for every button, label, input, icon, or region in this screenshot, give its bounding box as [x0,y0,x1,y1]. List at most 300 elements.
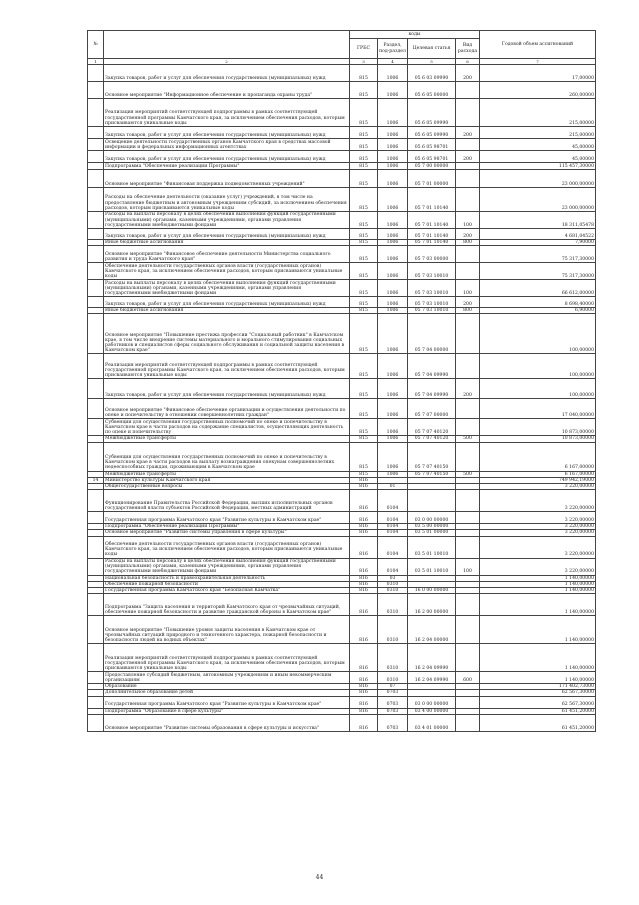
row-section: 0310 [378,644,408,672]
row-vr: 200 [456,297,480,308]
row-vr [456,594,480,616]
row-grbs: 815 [350,280,378,297]
row-vr: 500 [456,436,480,442]
row-amount: 260,00000 [480,82,596,99]
table-row [88,594,596,616]
row-section: 1006 [378,127,408,139]
row-name: Основное мероприятие "Финансовое обеспечение организации и осуществления деятельности по опеке и попечительству в отношении совершеннолетних граждан" [104,399,350,419]
row-section: 03 [378,575,408,581]
row-vr: 200 [456,379,480,399]
row-name: Закупка товаров, работ и услуг для обеспечения государственных (муниципальных) нужд [104,65,350,82]
row-target: 05 7 07 40150 [408,442,456,471]
row-name: Межбюджетные трансферты [104,436,350,442]
row-amount: 215,00000 [480,99,596,127]
row-section: 0703 [378,708,408,714]
row-target: 05 6 05 98701 [408,139,456,151]
column-number: 2 [104,59,350,65]
row-target: 03 5 01 00000 [408,530,456,536]
row-target: 03 5 01 10010 [408,536,456,558]
row-amount: 3 220,00000 [480,512,596,524]
row-number [88,297,104,308]
row-target: 16 0 00 00000 [408,588,456,594]
row-vr: 200 [456,127,480,139]
row-name: Предоставление субсидий бюджетным, автономным учреждениям и иным некоммерческим организациям [104,672,350,684]
row-target: 05 7 01 10140 [408,212,456,229]
row-target: 05 7 03 10010 [408,263,456,280]
table-row [88,379,596,399]
row-number [88,714,104,731]
table-row [88,314,596,354]
row-target: 05 7 04 00000 [408,314,456,354]
row-section: 0104 [378,490,408,512]
row-grbs: 815 [350,354,378,379]
table-row [88,442,596,471]
row-target: 05 7 07 40120 [408,436,456,442]
row-section: 1006 [378,436,408,442]
row-amount: 6 167,00000 [480,471,596,477]
row-number [88,354,104,379]
table-row [88,82,596,99]
row-vr [456,714,480,731]
row-grbs: 815 [350,263,378,280]
table-row [88,280,596,297]
row-number [88,170,104,188]
row-grbs: 815 [350,229,378,240]
row-vr [456,246,480,263]
row-amount: 7,90000 [480,240,596,246]
row-vr [456,644,480,672]
row-section: 0104 [378,512,408,524]
row-section: 1006 [378,419,408,436]
row-number [88,139,104,151]
table-row [88,263,596,280]
row-grbs: 815 [350,82,378,99]
row-target: 05 7 03 10010 [408,280,456,297]
row-grbs: 815 [350,436,378,442]
row-amount: 17 040,00000 [480,399,596,419]
row-name: Подпрограмма "Обеспечение реализации Программы" [104,524,350,530]
row-target [408,490,456,512]
row-name: Иные бюджетные ассигнования [104,240,350,246]
row-amount: 3 220,00000 [480,524,596,530]
table-row [88,212,596,229]
row-grbs: 815 [350,65,378,82]
table-row [88,558,596,575]
header-num: № [88,31,104,59]
row-vr [456,442,480,471]
budget-table [87,30,596,732]
row-target: 05 7 03 00000 [408,246,456,263]
row-number [88,379,104,399]
row-name: Основное мероприятие "Повышение уровня защиты населения в Камчатском крае от чрезвычайных ситуаций природного и техногенного характера, пожарной безопасности и безопасности людей на водных объектах" [104,616,350,644]
row-amount: 23 000,00000 [480,188,596,212]
row-grbs: 815 [350,314,378,354]
row-amount: 66 612,00000 [480,280,596,297]
row-amount: 4 681,04522 [480,229,596,240]
row-number [88,536,104,558]
row-amount: 100,00000 [480,354,596,379]
row-amount: 100,00000 [480,379,596,399]
row-amount: 3 220,00000 [480,558,596,575]
row-amount: 62 567,30000 [480,690,596,696]
column-number: 3 [350,59,378,65]
row-section: 1006 [378,442,408,471]
row-vr [456,419,480,436]
row-vr [456,354,480,379]
table-row [88,246,596,263]
row-number [88,442,104,471]
row-section: 1006 [378,297,408,308]
row-number [88,314,104,354]
row-grbs: 816 [350,708,378,714]
row-amount: 23 000,00000 [480,170,596,188]
row-name: Национальная безопасность и правоохранительная деятельность [104,575,350,581]
row-name: Расходы на выплаты персоналу в целях обеспечения выполнения функций государственными (муниципальными) органами, казенными учреждениями, органами управления государственными внебюджетными фондами [104,212,350,229]
row-target: 05 6 05 09990 [408,99,456,127]
row-amount: 1 140,00000 [480,616,596,644]
table-header [88,31,596,65]
row-target: 05 6 05 98701 [408,151,456,163]
row-section: 0703 [378,696,408,708]
table-row [88,151,596,163]
row-target: 05 7 00 00000 [408,163,456,170]
page-number: 44 [315,874,324,881]
row-name: Функционирование Правительства Российской Федерации, высших исполнительных органов государственной власти субъектов Российской Федерации, местных администраций [104,490,350,512]
row-number: 14 [88,477,104,483]
row-grbs: 816 [350,594,378,616]
row-vr: 200 [456,65,480,82]
row-name: Реализация мероприятий соответствующей подпрограммы в рамках соответствующей государственной программы Камчатского края, за исключением обеспечения расходов, которым присваиваются уникальные коды [104,354,350,379]
row-target: 05 6 05 00000 [408,82,456,99]
row-name: Министерство культуры Камчатского края [104,477,350,483]
row-target: 05 7 07 00000 [408,399,456,419]
row-section: 1006 [378,170,408,188]
row-section: 0104 [378,536,408,558]
row-target: 05 6 03 09990 [408,65,456,82]
row-amount: 18 311,05478 [480,212,596,229]
row-section: 1006 [378,354,408,379]
row-name: Иные бюджетные ассигнования [104,308,350,314]
row-grbs: 815 [350,442,378,471]
table-row [88,297,596,308]
row-name: Закупка товаров, работ и услуг для обеспечения государственных (муниципальных) нужд [104,297,350,308]
row-amount: 8 698,40000 [480,297,596,308]
row-amount: 6 167,00000 [480,442,596,471]
header-grbs: ГРБС [350,39,378,59]
row-target: 05 7 04 09990 [408,379,456,399]
row-name: Основное мероприятие "Финансовая поддержка подведомственных учреждений" [104,170,350,188]
table-row [88,65,596,82]
row-section: 0104 [378,530,408,536]
row-target: 03 5 00 00000 [408,524,456,530]
row-grbs: 815 [350,163,378,170]
column-number: 7 [480,59,596,65]
row-name: Образование [104,684,350,690]
row-grbs: 816 [350,588,378,594]
table-row [88,536,596,558]
row-grbs: 815 [350,188,378,212]
row-grbs: 816 [350,690,378,696]
row-name: Межбюджетные трансферты [104,471,350,477]
row-vr [456,399,480,419]
row-target: 03 5 01 10010 [408,558,456,575]
row-grbs: 816 [350,536,378,558]
row-grbs: 816 [350,558,378,575]
row-target: 05 7 01 10140 [408,188,456,212]
row-number [88,65,104,82]
row-vr: 800 [456,240,480,246]
row-vr: 600 [456,672,480,684]
row-name: Расходы на выплаты персоналу в целях обеспечения выполнения функций государственными (муниципальными) органами, казенными учреждениями, органами управления государственными внебюджетными фондами [104,280,350,297]
table-row [88,714,596,731]
row-name: Закупка товаров, работ и услуг для обеспечения государственных (муниципальных) нужд [104,229,350,240]
row-name: Дополнительное образование детей [104,690,350,696]
row-section: 0310 [378,594,408,616]
row-number [88,127,104,139]
row-amount: 1 140,00000 [480,644,596,672]
row-section: 1006 [378,212,408,229]
row-amount: 171 402,73000 [480,684,596,690]
row-grbs: 815 [350,151,378,163]
row-grbs: 815 [350,399,378,419]
row-name: Расходы на обеспечение деятельности (оказание услуг) учреждений, в том числе на предоставление бюджетным и автономным учреждениям субсидий, за исключением обеспечения расходов, которым присваиваются уникальные коды [104,188,350,212]
row-amount: 3 220,00000 [480,536,596,558]
row-name: Основное мероприятие "Информационное обеспечение и пропаганда охраны труда" [104,82,350,99]
table-row [88,490,596,512]
row-amount: 75 317,30000 [480,263,596,280]
row-name: Субвенции для осуществления государственных полномочий по опеке и попечительству в Камчатском крае в части расходов на выплату вознаграждения опекунам совершеннолетних недееспособных граждан, проживающим в Камчатском крае [104,442,350,471]
row-vr: 200 [456,229,480,240]
row-section: 1006 [378,240,408,246]
header-vr: Вид расхода [456,39,480,59]
row-target: 05 7 04 09990 [408,354,456,379]
row-vr [456,163,480,170]
row-number [88,82,104,99]
row-vr: 200 [456,151,480,163]
row-name: Закупка товаров, работ и услуг для обеспечения государственных (муниципальных) нужд [104,151,350,163]
row-name: Подпрограмма "Защита населения и территорий Камчатского края от чрезвычайных ситуаций, обеспечение пожарной безопасности и развитие гражданской обороны в Камчатском крае" [104,594,350,616]
row-name: Обеспечение деятельности государственных органов власти (государственных органов) Камчатского края, за исключением обеспечения расходов, которым присваиваются уникальные коды [104,263,350,280]
row-name: Основное мероприятие "Развитие системы образования в сфере культуры и искусства" [104,714,350,731]
row-number [88,672,104,684]
row-name: Подпрограмма "Обеспечение реализации Программы" [104,163,350,170]
row-vr [456,616,480,644]
row-grbs: 815 [350,419,378,436]
row-vr: 100 [456,280,480,297]
row-vr [456,82,480,99]
row-name: Государственная программа Камчатского края "Развитие культуры в Камчатском крае" [104,512,350,524]
row-number [88,99,104,127]
row-section: 0310 [378,588,408,594]
row-section: 1006 [378,82,408,99]
row-grbs: 815 [350,246,378,263]
row-vr [456,314,480,354]
row-name: Государственная программа Камчатского края "Безопасная Камчатка" [104,588,350,594]
row-number [88,246,104,263]
row-section: 07 [378,684,408,690]
row-section: 1006 [378,314,408,354]
row-target: 05 7 03 10010 [408,297,456,308]
row-grbs: 815 [350,170,378,188]
row-section: 1006 [378,471,408,477]
row-number [88,558,104,575]
column-number: 4 [378,59,408,65]
table-row [88,188,596,212]
row-section: 0104 [378,558,408,575]
row-name: Закупка товаров, работ и услуг для обеспечения государственных (муниципальных) нужд [104,127,350,139]
row-amount: 215,00000 [480,127,596,139]
row-amount: 62 567,30000 [480,696,596,708]
row-section: 0104 [378,524,408,530]
row-name: Общегосударственные вопросы [104,484,350,490]
table-row [88,616,596,644]
row-number [88,212,104,229]
row-number [88,151,104,163]
row-grbs: 816 [350,575,378,581]
row-section: 1006 [378,99,408,127]
row-name: Реализация мероприятий соответствующей подпрограммы в рамках соответствующей государственной программы Камчатского края, за исключением обеспечения расходов, которым присваиваются уникальные коды [104,99,350,127]
header-name [104,31,350,59]
row-grbs: 816 [350,530,378,536]
row-name: Реализация мероприятий соответствующей подпрограммы в рамках соответствующей государственной программы Камчатского края, за исключением обеспечения расходов, которым присваиваются уникальные коды [104,644,350,672]
row-number [88,263,104,280]
row-grbs: 815 [350,212,378,229]
row-vr [456,263,480,280]
row-target: 16 2 04 09990 [408,644,456,672]
row-section: 1006 [378,308,408,314]
row-number [88,696,104,708]
row-target: 03 4 01 00000 [408,714,456,731]
table-row [88,672,596,684]
row-number [88,280,104,297]
row-section: 1006 [378,263,408,280]
column-number: 5 [408,59,456,65]
row-target: 05 7 07 40120 [408,419,456,436]
row-grbs: 816 [350,672,378,684]
row-section: 0703 [378,714,408,731]
row-target: 05 7 01 00000 [408,170,456,188]
row-number [88,644,104,672]
row-grbs: 815 [350,471,378,477]
row-vr [456,490,480,512]
row-grbs: 815 [350,379,378,399]
table-row [88,127,596,139]
row-grbs: 816 [350,477,378,483]
header-target: Целевая статья [408,39,456,59]
header-codes: коды [350,31,480,39]
row-name: Субвенции для осуществления государственных полномочий по опеке и попечительству в Камчатском крае в части расходов на содержание специалистов, осуществляющих деятельность по опеке и попечительству [104,419,350,436]
row-name: Освещение деятельности государственных органов Камчатского края в средствах массовой информации и федеральных информационных агентствах [104,139,350,151]
row-target: 05 7 03 10010 [408,308,456,314]
row-target: 03 0 00 00000 [408,512,456,524]
row-amount: 100,00000 [480,314,596,354]
table-row [88,163,596,170]
table-row [88,354,596,379]
table-row [88,99,596,127]
row-vr [456,99,480,127]
table-row [88,644,596,672]
row-target: 05 6 05 09990 [408,127,456,139]
row-number [88,512,104,524]
table-row [88,229,596,240]
row-grbs: 815 [350,127,378,139]
row-grbs: 815 [350,240,378,246]
row-amount: 1 140,00000 [480,672,596,684]
header-amount: Годовой объем ассигнований [480,31,596,59]
row-section: 1006 [378,65,408,82]
row-number [88,616,104,644]
row-target: 16 2 00 00000 [408,594,456,616]
row-grbs: 816 [350,616,378,644]
row-grbs: 816 [350,644,378,672]
row-vr [456,696,480,708]
row-number [88,188,104,212]
table-body [88,65,596,732]
row-section: 1006 [378,188,408,212]
table-row [88,139,596,151]
row-amount: 1 140,00000 [480,588,596,594]
row-section: 1006 [378,229,408,240]
row-amount: 6,90000 [480,308,596,314]
row-grbs: 816 [350,684,378,690]
row-grbs: 815 [350,308,378,314]
row-amount: 3 220,00000 [480,530,596,536]
row-amount: 45,00000 [480,139,596,151]
row-name: Подпрограмма "Образование в сфере культуры" [104,708,350,714]
table-row [88,512,596,524]
table-row [88,696,596,708]
row-number [88,419,104,436]
row-grbs: 815 [350,139,378,151]
row-section: 1006 [378,280,408,297]
row-grbs: 816 [350,524,378,530]
row-amount: 10 873,00000 [480,419,596,436]
row-vr: 100 [456,212,480,229]
row-grbs: 816 [350,512,378,524]
row-amount: 1 140,00000 [480,581,596,587]
row-vr [456,188,480,212]
row-section: 0310 [378,581,408,587]
column-number: 6 [456,59,480,65]
row-number [88,229,104,240]
row-vr [456,536,480,558]
row-grbs: 815 [350,297,378,308]
row-number [88,594,104,616]
row-target: 05 7 01 10140 [408,240,456,246]
row-name: Обеспечение пожарной безопасности [104,581,350,587]
row-name: Обеспечение деятельности государственных органов власти (государственных органов) Камчатского края, за исключением обеспечения расходов, которым присваиваются уникальные коды [104,536,350,558]
row-amount: 17,00000 [480,65,596,82]
row-name: Закупка товаров, работ и услуг для обеспечения государственных (муниципальных) нужд [104,379,350,399]
row-target: 05 7 07 40150 [408,471,456,477]
row-name: Основное мероприятие "Повышение престижа профессии "Социальный работник" в Камчатском крае, в том числе внедрение системы материального и морального стимулирования социальных работников и специалистов сферы социального обслуживания и социальной защиты населения в Камчатском крае" [104,314,350,354]
row-number [88,399,104,419]
row-target: 16 2 04 00000 [408,616,456,644]
row-amount: 61 451,20000 [480,708,596,714]
row-grbs: 815 [350,99,378,127]
row-name: Государственная программа Камчатского края "Развитие культуры в Камчатском крае" [104,696,350,708]
table-row [88,399,596,419]
row-amount: 3 220,00000 [480,490,596,512]
row-section: 0310 [378,672,408,684]
row-section: 0703 [378,690,408,696]
row-section: 0310 [378,616,408,644]
row-vr: 500 [456,471,480,477]
row-amount: 45,00000 [480,151,596,163]
row-grbs: 816 [350,714,378,731]
table-row [88,419,596,436]
row-section: 1006 [378,163,408,170]
